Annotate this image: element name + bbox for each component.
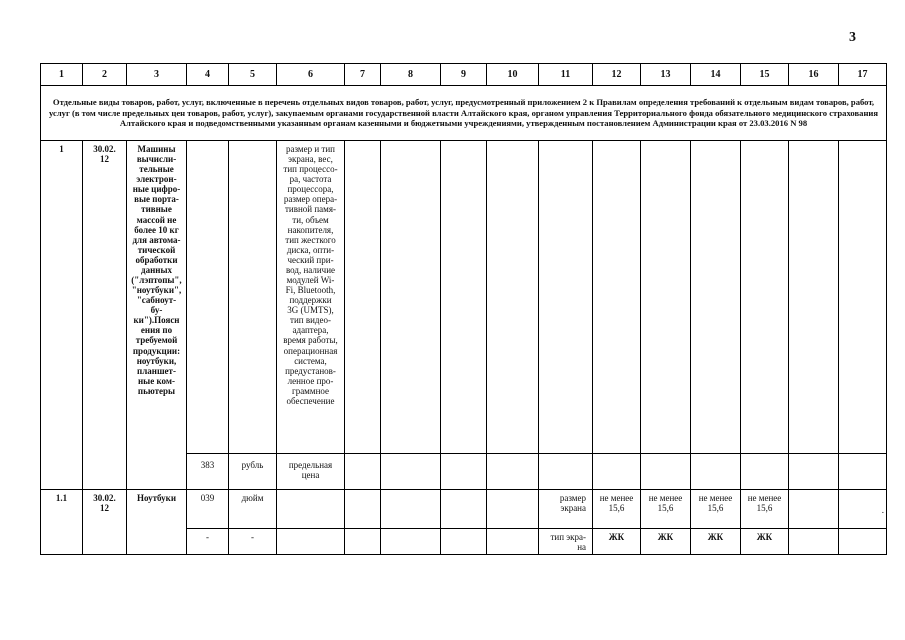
characteristic-name [277,529,345,555]
value-cell [641,141,691,454]
value-cell [487,454,539,490]
value-cell: не менее 15,6 [691,490,741,529]
item-name: Машины вычисли- тельные электрон- ные цифро- вые порта- тивные массой не более 10 кг для автома- тической обработки данных ("лэптопы", "ноутбуки", "сабноут- бу- ки").Поясн ения по требуемой продукции: ноутбуки, планшет- ные ком- пьютеры [127,141,187,490]
value-cell [441,141,487,454]
column-number: 14 [691,64,741,86]
value-cell [641,454,691,490]
item-number: 1.1 [41,490,83,555]
column-number: 6 [277,64,345,86]
value-cell [487,490,539,529]
value-cell [345,529,381,555]
requirements-table [40,63,887,555]
value-cell [539,141,593,454]
section-caption-row [41,86,887,141]
okei-code: 039 [187,490,229,529]
column-number: 10 [487,64,539,86]
characteristic-name [277,490,345,529]
okei-code [187,141,229,454]
item-name: Ноутбуки [127,490,187,555]
value-cell: не менее 15,6 [641,490,691,529]
value-cell [593,454,641,490]
value-cell [487,141,539,454]
unit-name: - [229,529,277,555]
value-cell [839,529,887,555]
okpd-code: 30.02. 12 [83,141,127,490]
column-number: 2 [83,64,127,86]
okpd-code: 30.02. 12 [83,490,127,555]
value-cell [741,141,789,454]
value-cell: ЖК [691,529,741,555]
column-number: 13 [641,64,691,86]
column-number: 8 [381,64,441,86]
column-number: 5 [229,64,277,86]
characteristic-name: размер и тип экрана, вес, тип процессо- ра, частота процессора, размер опера- тивной памя- ти, объем накопителя, тип жесткого диска, опти- ческий при- вод, наличие модулей Wi- Fi, Bluetooth, поддержки 3G (UMTS), тип видео- адаптера, время работы, операционная система, предустанов- ленное про- граммное обеспечение [277,141,345,454]
table-row [41,490,887,529]
value-cell [487,529,539,555]
column-number: 11 [539,64,593,86]
column-number: 15 [741,64,789,86]
characteristic-name: предельная цена [277,454,345,490]
column-number: 3 [127,64,187,86]
value-cell: ЖК [593,529,641,555]
column-number: 9 [441,64,487,86]
value-cell [345,141,381,454]
value-cell [691,141,741,454]
okei-code: - [187,529,229,555]
value-cell [789,141,839,454]
item-number: 1 [41,141,83,490]
dot-mark: . [881,505,884,515]
value-cell [839,490,887,529]
column-number: 12 [593,64,641,86]
value-cell [789,490,839,529]
value-cell: не менее 15,6 [593,490,641,529]
value-cell [381,454,441,490]
column-number: 1 [41,64,83,86]
value-cell [789,529,839,555]
column-number: 17 [839,64,887,86]
value-cell [381,141,441,454]
value-cell [441,529,487,555]
unit-name: рубль [229,454,277,490]
value-cell [381,490,441,529]
value-cell [345,454,381,490]
value-cell [741,454,789,490]
column-number: 4 [187,64,229,86]
value-cell: ЖК [641,529,691,555]
value-cell [691,454,741,490]
value-cell [593,141,641,454]
value-cell [441,454,487,490]
value-cell [441,490,487,529]
section-caption: Отдельные виды товаров, работ, услуг, включенные в перечень отдельных видов товаров, работ, услуг, предусмотренный приложением 2 к Правилам определения требований к отдельным видам товаров, работ, услуг (в том числе предельных цен товаров, работ, услуг), закупаемым органами государственной власти Алтайского края, органом управления Территориального фонда обязательного медицинского страхования Алтайского края и подведомственными указанным органам казенными и бюджетными учреждениями, утвержденным постановлением Администрации края от 23.03.2016 N 98 [41,86,887,141]
page-number: 3 [849,30,856,45]
column-number: 7 [345,64,381,86]
column-number: 16 [789,64,839,86]
value-cell [839,454,887,490]
column-number-row [41,64,887,86]
okei-code: 383 [187,454,229,490]
value-cell [839,141,887,454]
value-cell [345,490,381,529]
value-cell: ЖК [741,529,789,555]
table-row [41,141,887,454]
unit-name [229,141,277,454]
value-cell: не менее 15,6 [741,490,789,529]
value-cell [539,454,593,490]
characteristic-name: размер экрана [539,490,593,529]
characteristic-name: тип экра- на [539,529,593,555]
value-cell [789,454,839,490]
unit-name: дюйм [229,490,277,529]
value-cell [381,529,441,555]
